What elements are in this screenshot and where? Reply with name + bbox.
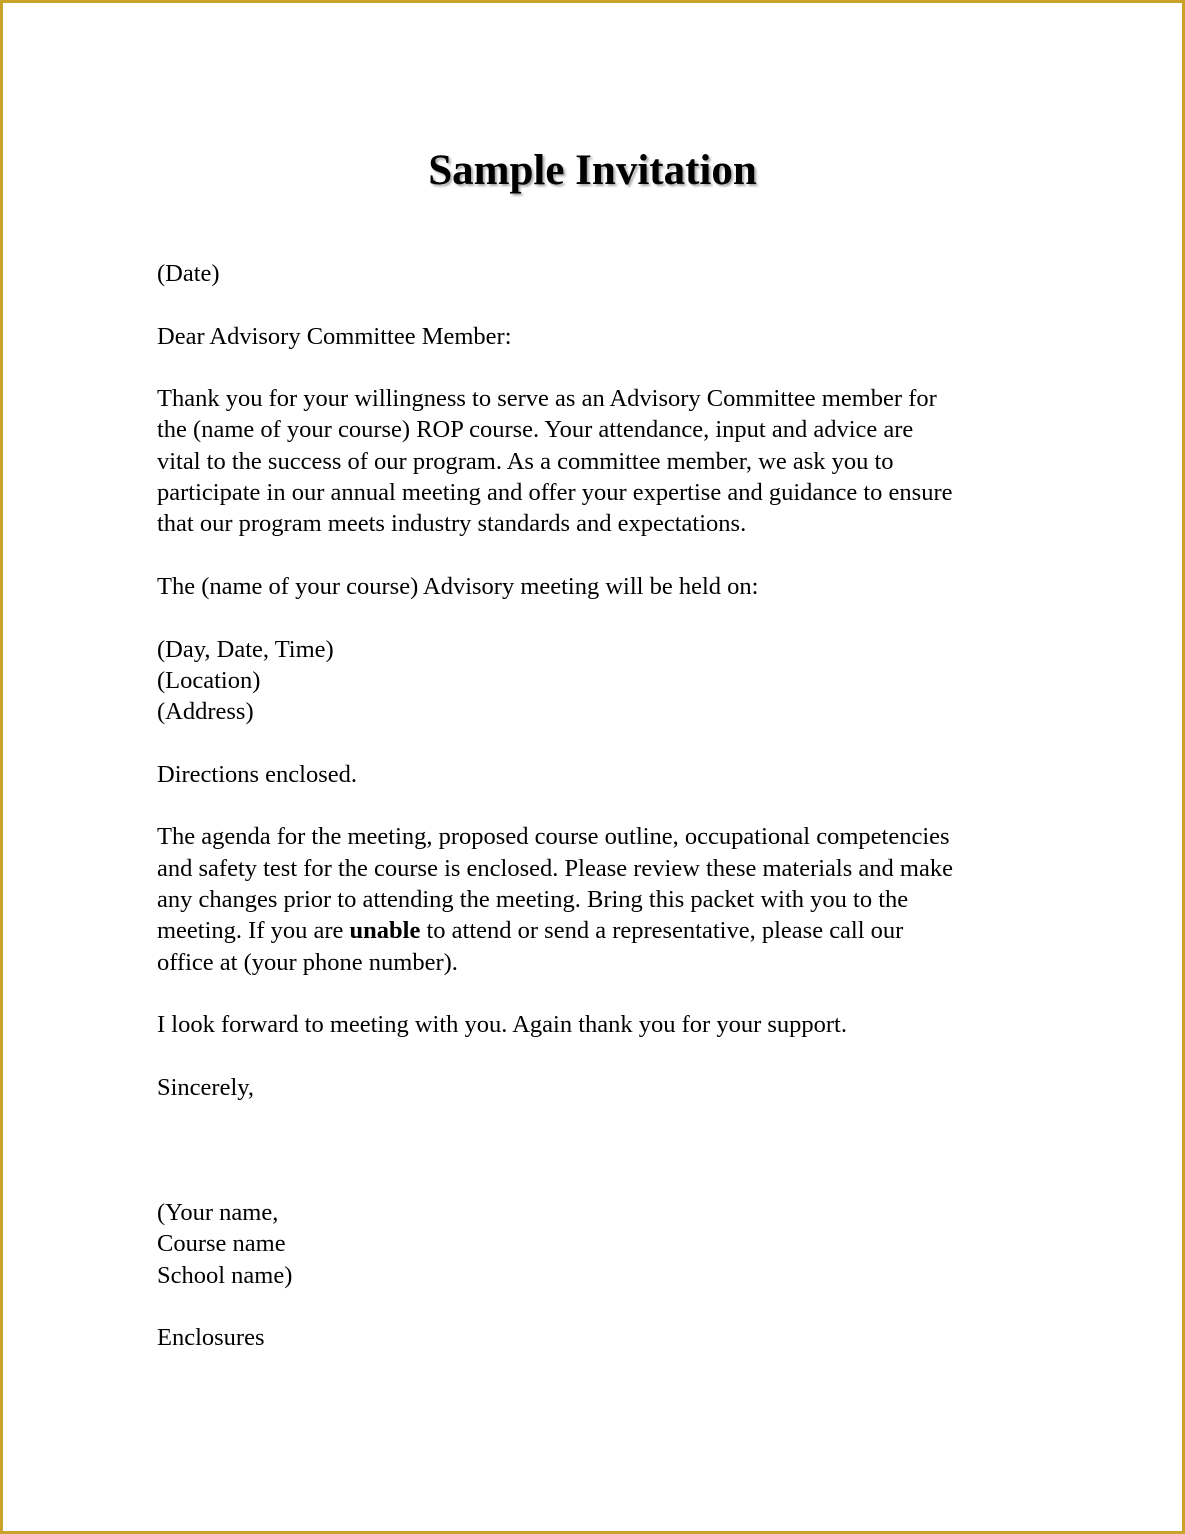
intro-paragraph <box>157 383 1057 539</box>
unable-emphasis: unable <box>349 917 421 945</box>
agenda-text: to attend or send a representative, please call our <box>420 917 904 945</box>
enclosures-note: Enclosures <box>157 1324 265 1352</box>
agenda-line: The agenda for the meeting, proposed course outline, occupational competencies <box>157 823 950 851</box>
agenda-line: any changes prior to attending the meeting. Bring this packet with you to the <box>157 885 909 913</box>
salutation: Dear Advisory Committee Member: <box>157 322 512 350</box>
meeting-address: (Address) <box>157 698 254 726</box>
signature-course: Course name <box>157 1230 286 1258</box>
signature-school: School name) <box>157 1261 293 1289</box>
agenda-paragraph <box>157 821 1057 977</box>
intro-line: that our program meets industry standards and expectations. <box>157 510 747 538</box>
intro-line: participate in our annual meeting and offer your expertise and guidance to ensure <box>157 479 953 507</box>
meeting-location: (Location) <box>157 666 261 694</box>
date-placeholder: (Date) <box>157 260 220 287</box>
closing-line: I look forward to meeting with you. Again thank you for your support. <box>157 1011 847 1039</box>
agenda-line: office at (your phone number). <box>157 948 458 976</box>
meeting-intro: The (name of your course) Advisory meeting will be held on: <box>157 572 759 600</box>
intro-line: vital to the success of our program. As a committee member, we ask you to <box>157 447 894 475</box>
agenda-text: meeting. If you are <box>157 917 350 945</box>
valediction: Sincerely, <box>157 1073 255 1101</box>
signature-space <box>157 1103 1057 1197</box>
meeting-datetime: (Day, Date, Time) <box>157 635 334 663</box>
intro-line: Thank you for your willingness to serve as an Advisory Committee member for <box>157 385 937 413</box>
meeting-details <box>157 634 1057 728</box>
directions-note: Directions enclosed. <box>157 760 358 788</box>
signature-name: (Your name, <box>157 1198 279 1226</box>
agenda-line: and safety test for the course is enclosed. Please review these materials and make <box>157 854 953 882</box>
letter-body <box>157 258 1057 1385</box>
agenda-line <box>157 915 1057 946</box>
intro-line: the (name of your course) ROP course. Your attendance, input and advice are <box>157 416 914 444</box>
signature-block <box>157 1197 1057 1291</box>
document-title: Sample Invitation <box>428 147 757 194</box>
